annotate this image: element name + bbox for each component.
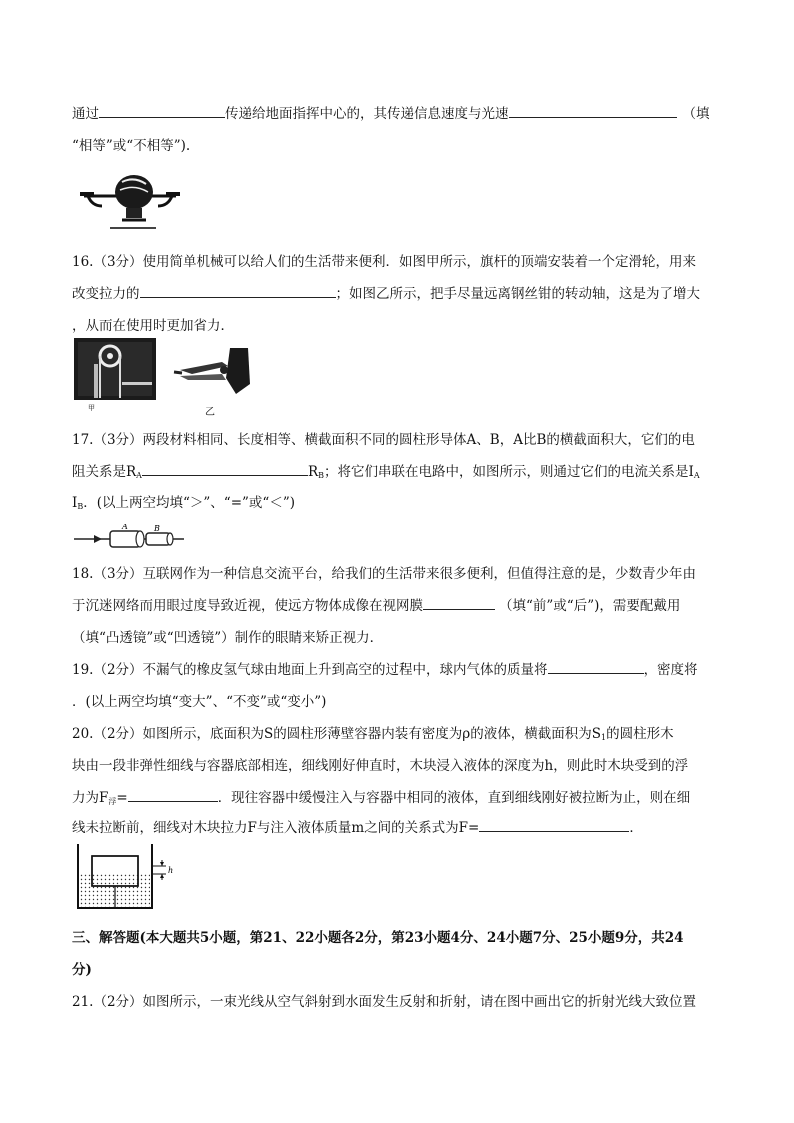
- q18-blank-1[interactable]: [423, 595, 495, 610]
- q15-blank-1[interactable]: [99, 103, 225, 118]
- q18-line-1: 18.（3分）互联网作为一种信息交流平台，给我们的生活带来很多便利，但值得注意的是，少数青少年由: [72, 566, 697, 582]
- q20-line-3: 力为$F_浮=$ ．现往容器中缓慢注入与容器中相同的液体，直到细线刚好被拉断为止，则在细: [72, 786, 690, 807]
- q16-line-3: ，从而在使用时更加省力．: [72, 318, 234, 334]
- conductors-figure: [74, 524, 184, 550]
- q20-blank-1[interactable]: [128, 787, 218, 802]
- q19-blank-1[interactable]: [548, 659, 644, 674]
- section3-heading-line-1: 三、解答题(本大题共5小题，第21、22小题各2分，第23小题4分、24小题7分、25小题9分，共24: [72, 930, 684, 946]
- q15-line-1: 通过 传递给地面指挥中心的，其传递信息速度与光速 （填: [72, 102, 710, 122]
- q18-line-3: （填“凸透镜”或“凹透镜”）制作的眼睛来矫正视力．: [72, 630, 384, 646]
- container-block-figure: [72, 842, 182, 912]
- conductor-label-a: A: [122, 524, 128, 531]
- flagpole-pulley-figure: [74, 338, 156, 400]
- section3-heading-line-2: 分): [72, 962, 92, 978]
- depth-label-h: h: [168, 866, 174, 875]
- q17-blank-1[interactable]: [142, 461, 308, 476]
- q17-line-2: 阻关系是$R_A$ $R_B$；将它们串联在电路中，如图所示，则通过它们的电流关系是$I_A$: [72, 460, 700, 480]
- q20-line-2: 块由一段非弹性细线与容器底部相连，细线刚好伸直时，木块浸入液体的深度为h，则此时木块受到的浮: [72, 758, 689, 774]
- q19-line-2: ．(以上两空均填“变大”、“不变”或“变小”): [72, 694, 327, 710]
- q15-line-2: “相等”或“不相等”).: [72, 138, 191, 154]
- q20-line-1: 20.（2分）如图所示，底面积为S的圆柱形薄壁容器内装有密度为ρ的液体，横截面积为$S_1$的圆柱形木: [72, 726, 674, 742]
- drone-figure: [80, 168, 180, 234]
- q15-blank-2[interactable]: [509, 103, 677, 118]
- q21-line-1: 21.（2分）如图所示，一束光线从空气斜射到水面发生反射和折射，请在图中画出它的折射光线大致位置: [72, 994, 697, 1010]
- q16-line-2: 改变拉力的 ；如图乙所示，把手尽量远离钢丝钳的转动轴，这是为了增大: [72, 282, 700, 302]
- figure-label-jia: 甲: [88, 404, 95, 412]
- q16-line-1: 16.（3分）使用简单机械可以给人们的生活带来便利．如图甲所示，旗杆的顶端安装着一个定滑轮，用来: [72, 254, 697, 270]
- q19-line-1: 19.（2分）不漏气的橡皮氢气球由地面上升到高空的过程中，球内气体的质量将 ，密度将: [72, 658, 698, 678]
- q20-line-4: 线未拉断前，细线对木块拉力F与注入液体质量m之间的关系式为F= ．: [72, 816, 643, 836]
- q17-line-3: $I_B$．(以上两空均填“＞”、“=”或“＜”): [72, 495, 295, 511]
- q18-line-2: 于沉迷网络而用眼过度导致近视，使远方物体成像在视网膜 （填“前”或“后”)，需要配戴用: [72, 594, 680, 614]
- figure-label-yi: 乙: [205, 407, 215, 418]
- q20-blank-2[interactable]: [479, 817, 629, 832]
- q16-blank-1[interactable]: [140, 283, 336, 298]
- pliers-figure: [172, 344, 252, 396]
- q17-line-1: 17.（3分）两段材料相同、长度相等、横截面积不同的圆柱形导体A、B，A比B的横截面积大，它们的电: [72, 432, 695, 448]
- conductor-label-b: B: [154, 524, 160, 533]
